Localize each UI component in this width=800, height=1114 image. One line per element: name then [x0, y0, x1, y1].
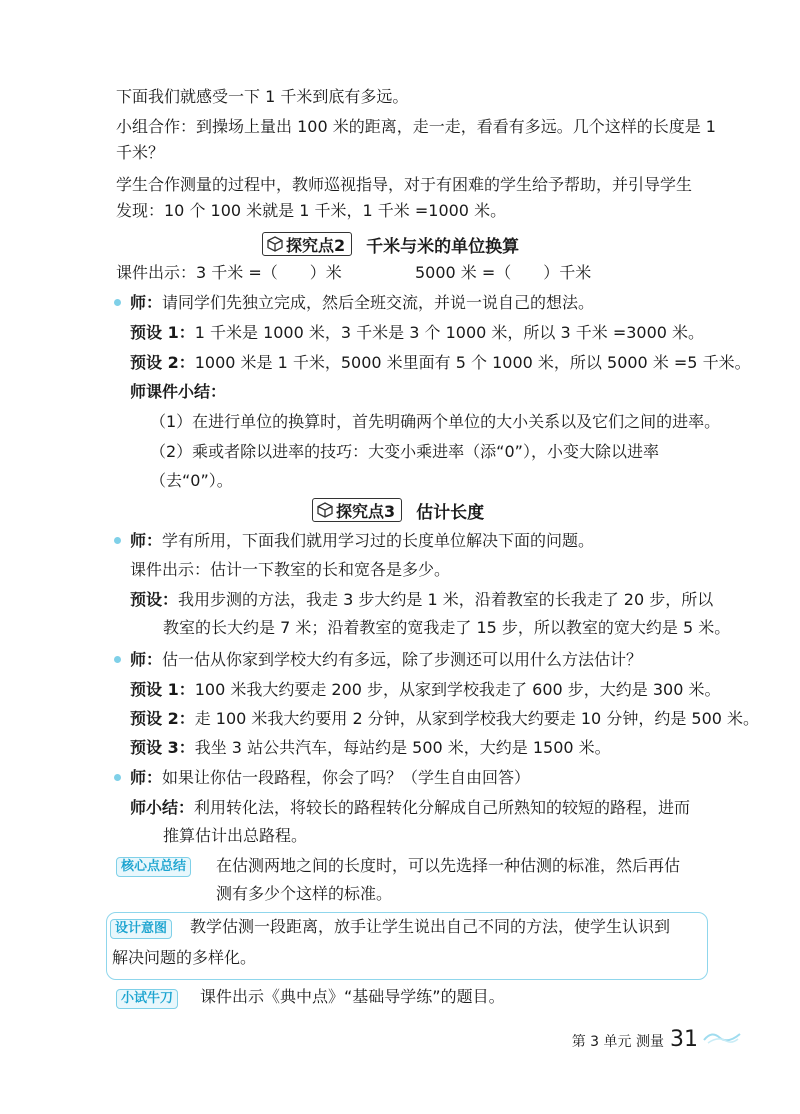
section2-heading	[262, 231, 519, 257]
teacher-text: 学有所用，下面我们就用学习过的长度单位解决下面的问题。	[162, 531, 595, 550]
preset-label: 预设 2：	[130, 353, 195, 372]
preset-label: 预设 1：	[130, 680, 195, 699]
section3-heading	[312, 497, 484, 523]
section3-tag-text: 探究点3	[336, 501, 396, 521]
section3-preset-3	[130, 738, 611, 758]
design-intent-text-a: 教学估测一段距离，放手让学生说出自己不同的方法，使学生认识到	[190, 917, 671, 936]
teacher-label: 师：	[130, 293, 163, 312]
core-point-text-a: 在估测两地之间的长度时，可以先选择一种估测的标准，然后再估	[216, 856, 681, 875]
teacher-text: 估一估从你家到学校大约有多远，除了步测还可以用什么方法估计？	[162, 650, 643, 669]
section2-teacher-line	[116, 293, 594, 313]
preset-text: 我坐 3 站公共汽车，每站约是 500 米，大约是 1500 米。	[194, 738, 611, 757]
core-point-label: 核心点总结	[116, 857, 191, 877]
intro-line-2: 小组合作：到操场上量出 100 米的距离，走一走，看看有多远。几个这样的长度是 1	[116, 117, 716, 136]
summary-label: 师小结：	[130, 798, 195, 817]
section2-tag-text: 探究点2	[286, 235, 346, 255]
teacher-label: 师：	[130, 650, 163, 669]
practice-text: 课件出示《典中点》“基础导学练”的题目。	[200, 987, 505, 1006]
intro-line-4: 学生合作测量的过程中，教师巡视指导，对于有困难的学生给予帮助，并引导学生	[116, 175, 693, 194]
section2-preset-2	[130, 353, 751, 373]
preset-label: 预设 1：	[130, 323, 195, 342]
preset-text: 100 米我大约要走 200 步，从家到学校我走了 600 步，大约是 300 米。	[194, 680, 721, 699]
section3-teacher-summary-cont: 推算估计出总路程。	[163, 826, 308, 845]
cube-icon	[317, 502, 333, 518]
wave-flourish-icon	[702, 1028, 742, 1046]
teacher-text: 请同学们先独立完成，然后全班交流，并说一说自己的想法。	[162, 293, 595, 312]
teacher-label: 师：	[130, 531, 163, 550]
preset-text: 我用步测的方法，我走 3 步大约是 1 米，沿着教室的长我走了 20 步，所以	[178, 590, 714, 609]
teacher-label: 师：	[130, 768, 163, 787]
design-intent-text-b: 解决问题的多样化。	[112, 948, 257, 967]
section2-summary-2b: （去“0”）。	[150, 471, 233, 490]
summary-text: 利用转化法，将较长的路程转化分解成自己所熟知的较短的路程，进而	[194, 798, 691, 817]
preset-text: 1 千米是 1000 米，3 千米是 3 个 1000 米，所以 3 千米 =3000 米。	[194, 323, 705, 342]
section2-summary-2a: （2）乘或者除以进率的技巧：大变小乘进率（添“0”），小变大除以进率	[150, 442, 659, 461]
section2-preset-1	[130, 323, 704, 343]
section3-title: 估计长度	[416, 502, 485, 523]
section2-title: 千米与米的单位换算	[366, 236, 520, 257]
preset-text: 走 100 米我大约要用 2 分钟，从家到学校我大约要走 10 分钟，约是 500 米。	[194, 709, 760, 728]
intro-line-5: 发现：10 个 100 米就是 1 千米，1 千米 =1000 米。	[116, 201, 507, 220]
page-footer	[572, 1027, 742, 1052]
core-point-text-b: 测有多少个这样的标准。	[216, 884, 393, 903]
section3-preset	[130, 590, 713, 610]
cube-icon	[267, 236, 283, 252]
preset-text: 1000 米是 1 千米，5000 米里面有 5 个 1000 米，所以 5000 米 =5 千米。	[194, 353, 751, 372]
section3-courseware: 课件出示：估计一下教室的长和宽各是多少。	[130, 560, 451, 579]
section3-teacher-line-1	[116, 531, 594, 551]
preset-label: 预设：	[130, 590, 179, 609]
section2-tag	[262, 232, 352, 256]
intro-line-3: 千米？	[116, 143, 165, 162]
section3-tag	[312, 498, 402, 522]
section3-preset-2	[130, 709, 759, 729]
teacher-text: 如果让你估一段路程，你会了吗？（学生自由回答）	[162, 768, 531, 787]
section3-teacher-line-2	[116, 650, 642, 670]
section2-courseware-a: 课件出示：3 千米 =（ ）米	[116, 263, 342, 282]
page-number: 31	[670, 1027, 698, 1052]
preset-label: 预设 2：	[130, 709, 195, 728]
section3-teacher-summary	[130, 798, 690, 818]
section2-courseware-b: 5000 米 =（ ）千米	[415, 263, 592, 282]
section3-preset-cont: 教室的长大约是 7 米；沿着教室的宽我走了 15 步，所以教室的宽大约是 5 米。	[163, 618, 731, 637]
design-intent-label: 设计意图	[110, 919, 172, 939]
section2-summary-label: 师课件小结：	[130, 382, 227, 401]
intro-line-1: 下面我们就感受一下 1 千米到底有多远。	[116, 87, 409, 106]
preset-label: 预设 3：	[130, 738, 195, 757]
section3-teacher-line-3	[116, 768, 530, 788]
section3-preset-1	[130, 680, 720, 700]
section2-summary-1: （1）在进行单位的换算时，首先明确两个单位的大小关系以及它们之间的进率。	[150, 412, 721, 431]
unit-label: 第 3 单元 测量	[571, 1034, 664, 1050]
practice-label: 小试牛刀	[116, 989, 178, 1009]
